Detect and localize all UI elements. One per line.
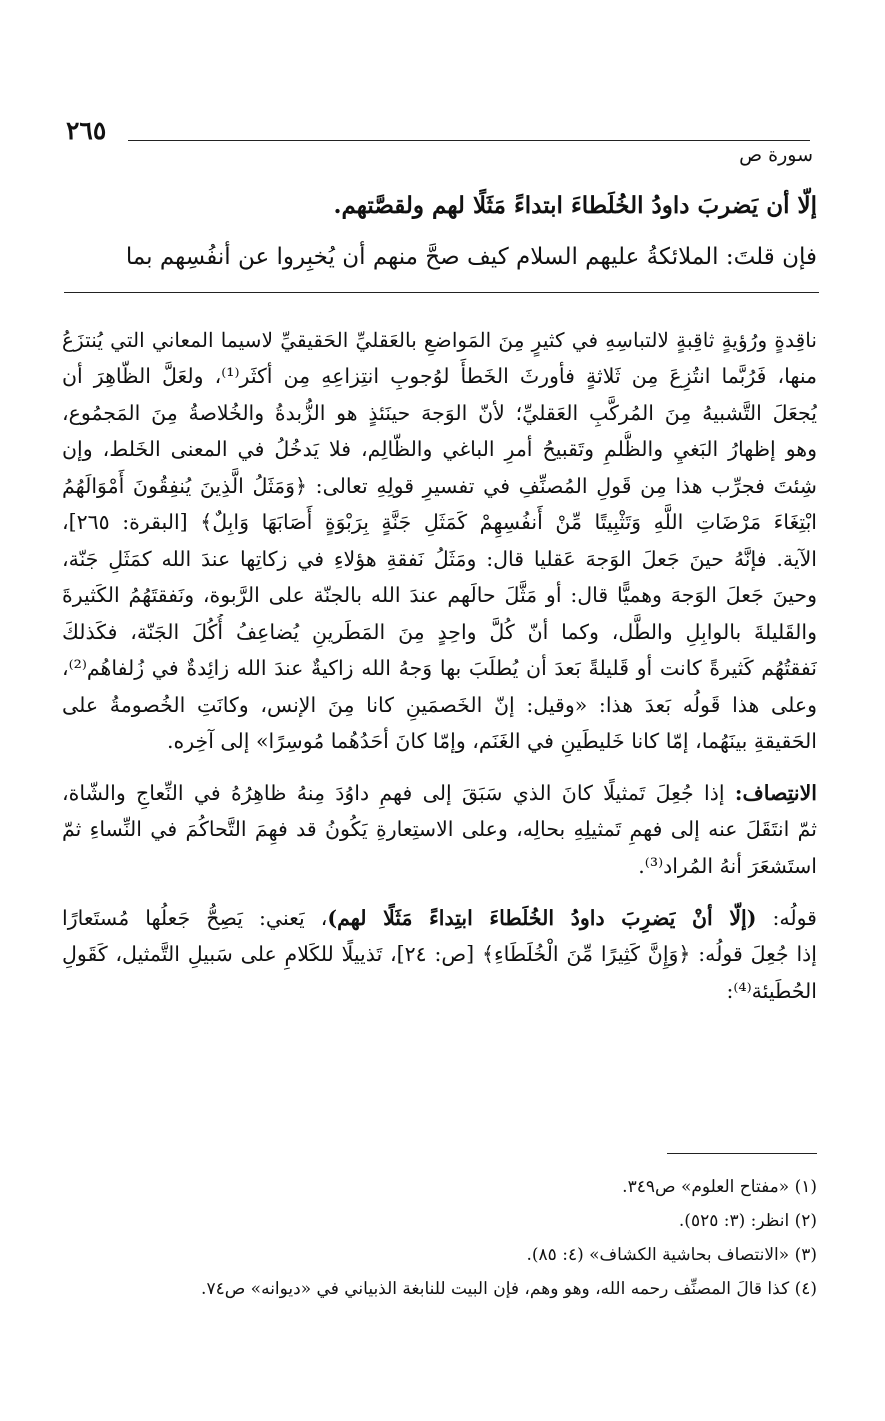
body-line: نَفقتُهُم كَثيرةً كانت أو قَليلةً بَعدَ أن يُطلَبَ بها وَجهُ الله زاكيةٌ عندَ الله زائِدةٌ في زُلفاهُم⁽²⁾، bbox=[62, 656, 817, 680]
body-line: شِئتَ فجرِّب هذا مِن قَولِ المُصنِّفِ في تفسيرِ قولِهِ تعالى: ﴿وَمَثَلُ الَّذِينَ يُنفِقُونَ أَمْوَالَهُمُ bbox=[62, 474, 817, 498]
qawluhu-line: الحُطَيئة⁽⁴⁾: bbox=[726, 979, 817, 1003]
body-line: والقَليلةَ بالوابِلِ والطَّل، وكما أنّ كُلَّ واحِدٍ مِنَ المَطَرينِ يُضاعِفُ أُكُلَ الجَنّة، فكَذلكَ bbox=[62, 620, 817, 644]
body-line: وهو إظهارُ البَغيِ والظُّلمِ وتَقبيحُ أمرِ الباغي والظّالِم، فلا يَدخُلُ في المعنى الخَلط، وإن bbox=[62, 437, 817, 461]
intisaf-label: الانتِصاف: bbox=[734, 781, 817, 805]
footnote-1: (١) «مفتاح العلوم» ص٣٤٩. bbox=[622, 1177, 817, 1197]
footnote-3: (٣) «الانتصاف بحاشية الكشاف» (٤: ٨٥). bbox=[526, 1245, 817, 1265]
intisaf-line: ثمّ انتَقَلَ عنه إلى فهمِ تَمثيلِهِ بحالِه، وعلى الاستِعارةِ يَكُونُ قد فهِمَ التَّحاكُمَ في النِّساءِ ثمّ bbox=[62, 817, 817, 841]
header-rule bbox=[128, 140, 810, 141]
intisaf-text: إذا جُعِلَ تَمثيلًا كانَ الذي سَبَقَ إلى فهمِ داوُدَ مِنهُ ظاهِرُهُ في النِّعاجِ والشّاة، bbox=[62, 781, 725, 805]
footnote-4: (٤) كذا قالَ المصنِّف رحمه الله، وهو وهم، فإن البيت للنابغة الذبياني في «ديوانه» ص٧٤. bbox=[201, 1279, 817, 1299]
body-line: منها، فَرُبَّما انتُزِعَ مِن ثَلاثةٍ فأورثَ الخَطأَ لوُجوبِ انتِزاعِهِ مِن أكثَر⁽¹⁾، ولعَلَّ الظّاهِرَ أن bbox=[62, 364, 817, 388]
matn-question-line: فإن قلتَ: الملائكةُ عليهم السلام كيف صحَّ منهم أن يُخبِروا عن أنفُسِهم بما bbox=[125, 244, 817, 270]
qawluhu-quote: (إلّا أنْ يَضرِبَ داودُ الخُلَطاءَ ابتِداءً مَثَلًا لهم) bbox=[327, 906, 757, 930]
intisaf-line: استَشعَرَ أنهُ المُراد⁽³⁾. bbox=[638, 854, 817, 878]
body-line: يُجعَلَ التَّشبيهُ مِنَ المُركَّبِ العَقليِّ؛ لأنّ الوَجهَ حينَئذٍ هو الزُّبدةُ والخُلاصةُ مِنَ المَجمُوع، bbox=[62, 401, 817, 425]
body-line: ناقِدةٍ ورُؤيةٍ ثاقِبةٍ لالتباسِهِ في كثيرٍ مِنَ المَواضعِ بالعَقليِّ الحَقيقيِّ لاسيما المعاني التي يُنتزَعُ bbox=[62, 328, 817, 352]
body-line: وحينَ جَعلَ الوَجهَ وهميًّا قال: أو مَثَّلَ حالَهم عندَ الله بالجنّة على الرَّبوة، ونَفقتَهُمُ الكَثيرةَ bbox=[62, 583, 817, 607]
footnote-rule bbox=[667, 1153, 817, 1154]
qawluhu-text: ، يَعني: يَصِحُّ جَعلُها مُستَعارًا bbox=[62, 906, 328, 930]
body-line: وعلى هذا قَولُه بَعدَ هذا: «وقيل: إنّ الخَصمَينِ كانا مِنَ الإنس، وكانَتِ الخُصومةُ على bbox=[62, 693, 817, 717]
surah-title: سورة ص bbox=[739, 144, 813, 166]
qawluhu-line bbox=[62, 900, 817, 936]
qawluhu-line: إذا جُعِلَ قولُه: ﴿وَإِنَّ كَثِيرًا مِّنَ الْخُلَطَاءِ﴾ [ص: ٢٤]، تَذييلًا للكَلامِ على سَبيلِ التَّمثيل، كَقَولِ bbox=[62, 942, 817, 966]
body-line: الآية. فإنَّهُ حينَ جَعلَ الوَجهَ عَقليا قال: ومَثَلُ نَفقةِ هؤلاءِ في زكاتِها عندَ الله كمَثَلِ جَنّة، bbox=[62, 547, 817, 571]
matn-quote-line: إلّا أن يَضربَ داودُ الخُلَطاءَ ابتداءً مَثَلًا لهم ولقصَّتهم. bbox=[333, 192, 817, 219]
intisaf-line bbox=[62, 775, 817, 811]
section-divider bbox=[64, 292, 819, 293]
page-number: ٢٦٥ bbox=[66, 116, 107, 145]
body-line: ابْتِغَاءَ مَرْضَاتِ اللَّهِ وَتَثْبِيتًا مِّنْ أَنفُسِهِمْ كَمَثَلِ جَنَّةٍ بِرَبْوَةٍ أَصَابَهَا وَابِلٌ﴾ [البقرة: ٢٦٥]، bbox=[62, 510, 817, 534]
footnote-2: (٢) انظر: (٣: ٥٢٥). bbox=[678, 1211, 817, 1231]
qawluhu-intro: قولُه: bbox=[772, 906, 817, 930]
body-line: الحَقيقةِ بينَهُما، إمّا كانا خَليطَينِ في الغَنَم، وإمّا كانَ أحَدُهُما مُوسِرًا» إلى آخِره. bbox=[166, 729, 817, 753]
